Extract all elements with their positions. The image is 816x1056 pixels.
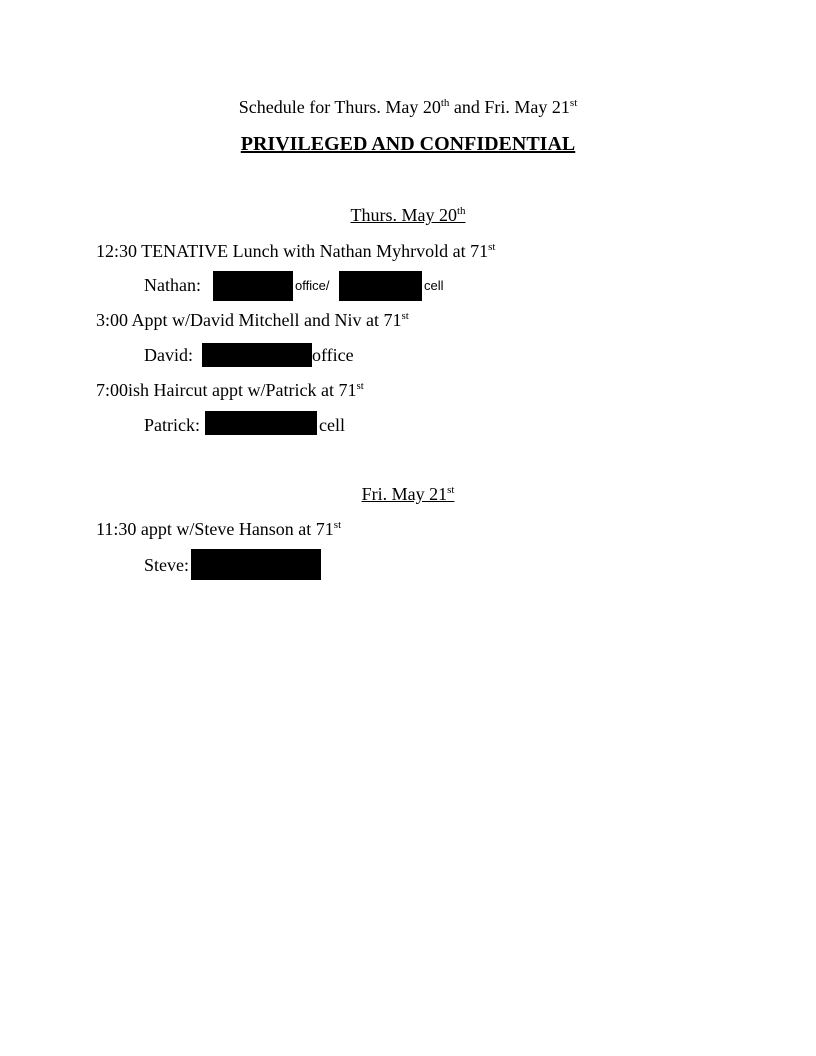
superscript: st (401, 310, 409, 322)
contact-office-label: office/ (295, 278, 330, 293)
redaction-block (339, 271, 422, 301)
redaction-block (213, 271, 293, 301)
superscript: st (356, 380, 364, 392)
schedule-entry-nathan (96, 241, 495, 261)
superscript: st (488, 241, 496, 253)
superscript: st (333, 519, 342, 531)
contact-label-patrick: Patrick: (144, 415, 200, 435)
superscript: st (569, 97, 578, 109)
redaction-block (191, 549, 321, 580)
schedule-title-part: Schedule for Thurs. May 20 (238, 97, 441, 117)
schedule-title-part: and Fri. May 21 (449, 97, 570, 117)
contact-suffix-cell: cell (319, 415, 345, 435)
friday-heading-text: Fri. May 21 (361, 484, 448, 504)
entry-text: 7:00ish Haircut appt w/Patrick at 71 (96, 380, 357, 400)
superscript: th (456, 205, 466, 217)
thursday-heading (0, 205, 816, 225)
entry-text: 11:30 appt w/Steve Hanson at 71 (96, 519, 334, 539)
contact-suffix-office: office (312, 345, 354, 365)
redaction-block (205, 411, 317, 435)
schedule-entry-patrick (96, 380, 364, 400)
redaction-block (202, 343, 312, 367)
schedule-title (0, 97, 816, 117)
contact-cell-label: cell (424, 278, 444, 293)
entry-text: 3:00 Appt w/David Mitchell and Niv at 71 (96, 310, 402, 330)
contact-label-steve: Steve: (144, 555, 189, 575)
friday-heading (0, 484, 816, 504)
schedule-entry-david (96, 310, 409, 330)
confidential-heading: PRIVILEGED AND CONFIDENTIAL (240, 133, 576, 155)
contact-label-nathan: Nathan: (144, 275, 201, 295)
schedule-entry-steve (96, 519, 341, 539)
thursday-heading-text: Thurs. May 20 (350, 205, 457, 225)
contact-label-david: David: (144, 345, 193, 365)
superscript: st (447, 484, 455, 496)
entry-text: 12:30 TENATIVE Lunch with Nathan Myhrvold at 71 (96, 241, 489, 261)
superscript: th (440, 97, 450, 109)
